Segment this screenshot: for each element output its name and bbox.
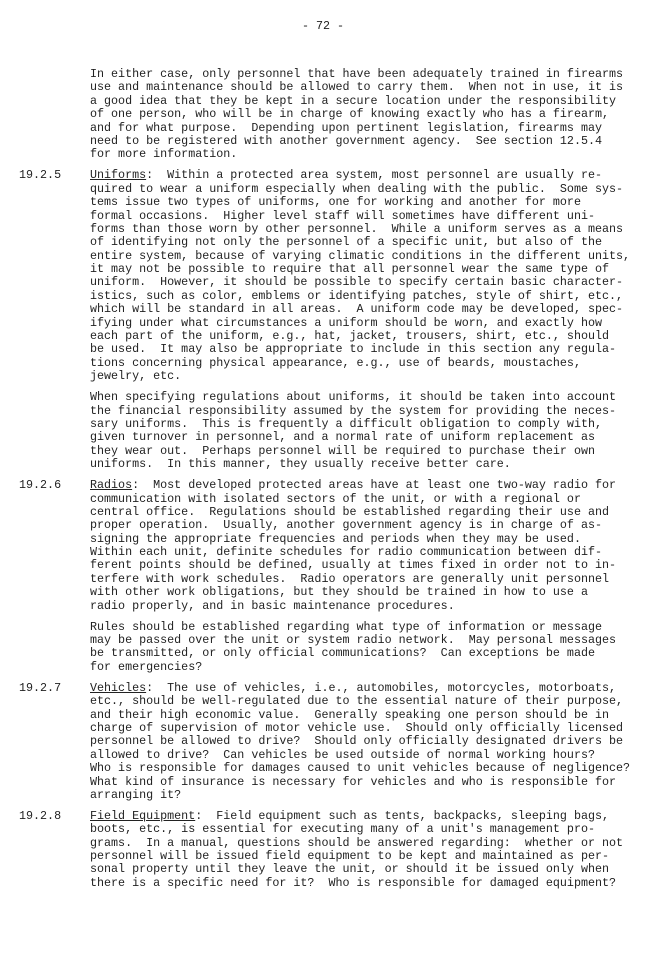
text-line: personnel be allowed to drive? Should only officially designated drivers be xyxy=(90,734,624,749)
radios-paragraph-2 xyxy=(90,621,630,675)
text-line: and for what purpose. Depending upon pertinent legislation, firearms may xyxy=(90,120,602,135)
text-line: use and maintenance should be allowed to carry them. When not in use, it is xyxy=(90,80,624,95)
text-line: may be passed over the unit or system radio network. May personal messages xyxy=(90,633,617,647)
text-line: each part of the uniform, e.g., hat, jacket, trousers, shirt, etc., should xyxy=(90,329,610,344)
text-line: Who is responsible for damages caused to unit vehicles because of negligence? xyxy=(90,761,631,776)
text-line: central office. Regulations should be established regarding their use and xyxy=(90,504,610,519)
text-line: : Within a protected area system, most personnel are usually re- xyxy=(146,168,602,183)
section-vehicles xyxy=(19,680,631,803)
section-heading: Radios xyxy=(90,478,133,493)
text-line: personnel will be issued field equipment to be kept and maintained as per- xyxy=(90,849,610,864)
section-heading: Vehicles xyxy=(90,680,147,695)
section-first-line xyxy=(90,682,630,695)
text-line: forms than those worn by other personnel. While a uniform serves as a means xyxy=(90,221,624,236)
text-line: ferent points should be defined, usually at times fixed in order not to in- xyxy=(90,558,617,573)
section-uniforms xyxy=(19,168,631,384)
text-line: it may not be possible to require that all personnel wear the same type of xyxy=(90,262,610,277)
text-line: quired to wear a uniform especially when dealing with the public. Some sys- xyxy=(90,181,624,196)
text-line: In either case, only personnel that have been adequately trained in firearms xyxy=(90,67,624,81)
text-line: for emergencies? xyxy=(90,659,203,674)
text-line: allowed to drive? Can vehicles be used outside of normal working hours? xyxy=(90,747,595,762)
intro-paragraph xyxy=(90,68,630,162)
text-line: communication with isolated sectors of the unit, or with a regional or xyxy=(90,491,581,506)
text-line: jewelry, etc. xyxy=(90,369,182,384)
text-line: entire system, because of varying climatic conditions in the different units, xyxy=(90,248,631,263)
text-line: given turnover in personnel, and a normal rate of uniform replacement as xyxy=(90,430,595,445)
text-line: ifying under what circumstances a uniform should be worn, and exactly how xyxy=(90,315,602,330)
text-line: tions concerning physical appearance, e.g., use of beards, moustaches, xyxy=(90,355,581,370)
uniforms-paragraph-2 xyxy=(90,391,630,471)
text-line: etc., should be well-regulated due to the essential nature of their purpose, xyxy=(90,694,624,709)
text-line: and their high economic value. Generally speaking one person should be in xyxy=(90,707,610,722)
text-line: proper operation. Usually, another government agency is in charge of as- xyxy=(90,518,602,533)
text-line: : Field equipment such as tents, backpacks, sleeping bags, xyxy=(195,808,610,823)
section-number: 19.2.8 xyxy=(19,808,62,823)
text-line: terfere with work schedules. Radio operators are generally unit personnel xyxy=(90,571,610,586)
text-line: sonal property until they leave the unit, or should it be issued only when xyxy=(90,862,610,877)
document-body xyxy=(19,67,631,898)
text-line: need to be registered with another government agency. See section 12.5.4 xyxy=(90,133,602,148)
text-line: for more information. xyxy=(90,147,238,162)
section-heading: Uniforms xyxy=(90,168,147,183)
section-first-line xyxy=(90,479,630,492)
text-line: Rules should be established regarding what type of information or message xyxy=(90,619,602,634)
text-line: : Most developed protected areas have at least one two-way radio for xyxy=(132,478,617,493)
text-line: grams. In a manual, questions should be answered regarding: whether or not xyxy=(90,835,624,850)
section-heading: Field Equipment xyxy=(90,808,196,823)
text-line: charge of supervision of motor vehicle use. Should only officially licensed xyxy=(90,720,624,735)
text-line: : The use of vehicles, i.e., automobiles, motorcycles, motorboats, xyxy=(146,680,617,695)
text-line: uniform. However, it should be possible to specify certain basic character- xyxy=(90,275,624,290)
text-line: boots, etc., is essential for executing many of a unit's management pro- xyxy=(90,822,595,837)
text-line: sary uniforms. This is frequently a difficult obligation to comply with, xyxy=(90,416,602,431)
text-line: be transmitted, or only official communications? Can exceptions be made xyxy=(90,646,595,661)
section-first-line xyxy=(90,810,630,823)
section-number: 19.2.7 xyxy=(19,680,62,695)
section-field-equipment xyxy=(19,808,630,890)
section-first-line xyxy=(90,169,630,182)
text-line: signing the appropriate frequencies and periods when they may be used. xyxy=(90,531,581,546)
text-line: a good idea that they be kept in a secure location under the responsibility xyxy=(90,93,617,108)
text-line: the financial responsibility assumed by the system for providing the neces- xyxy=(90,403,617,418)
text-line: be used. It may also be appropriate to include in this section any regula- xyxy=(90,342,617,357)
text-line: formal occasions. Higher level staff will sometimes have different uni- xyxy=(90,208,595,223)
text-line: uniforms. In this manner, they usually receive better care. xyxy=(90,457,511,472)
text-line: of identifying not only the personnel of a specific unit, but also of the xyxy=(90,235,602,250)
text-line: radio properly, and in basic maintenance procedures. xyxy=(90,598,455,613)
text-line: with other work obligations, but they should be trained in how to use a xyxy=(90,585,588,600)
text-line: there is a specific need for it? Who is responsible for damaged equipment? xyxy=(90,875,617,890)
text-line: When specifying regulations about uniforms, it should be taken into account xyxy=(90,390,617,405)
text-line: arranging it? xyxy=(90,787,182,802)
text-line: What kind of insurance is necessary for vehicles and who is responsible for xyxy=(90,774,617,789)
section-number: 19.2.6 xyxy=(19,478,62,493)
text-line: they wear out. Perhaps personnel will be required to purchase their own xyxy=(90,443,595,458)
text-line: which will be standard in all areas. A uniform code may be developed, spec- xyxy=(90,302,624,317)
section-number: 19.2.5 xyxy=(19,168,62,183)
section-radios xyxy=(19,478,630,613)
page-number: - 72 - xyxy=(301,19,345,33)
text-line: of one person, who will be in charge of knowing exactly who has a firearm, xyxy=(90,107,610,122)
text-line: istics, such as color, emblems or identifying patches, style of shirt, etc., xyxy=(90,288,624,303)
text-line: tems issue two types of uniforms, one for working and another for more xyxy=(90,195,581,210)
text-line: Within each unit, definite schedules for radio communication between dif- xyxy=(90,545,602,560)
